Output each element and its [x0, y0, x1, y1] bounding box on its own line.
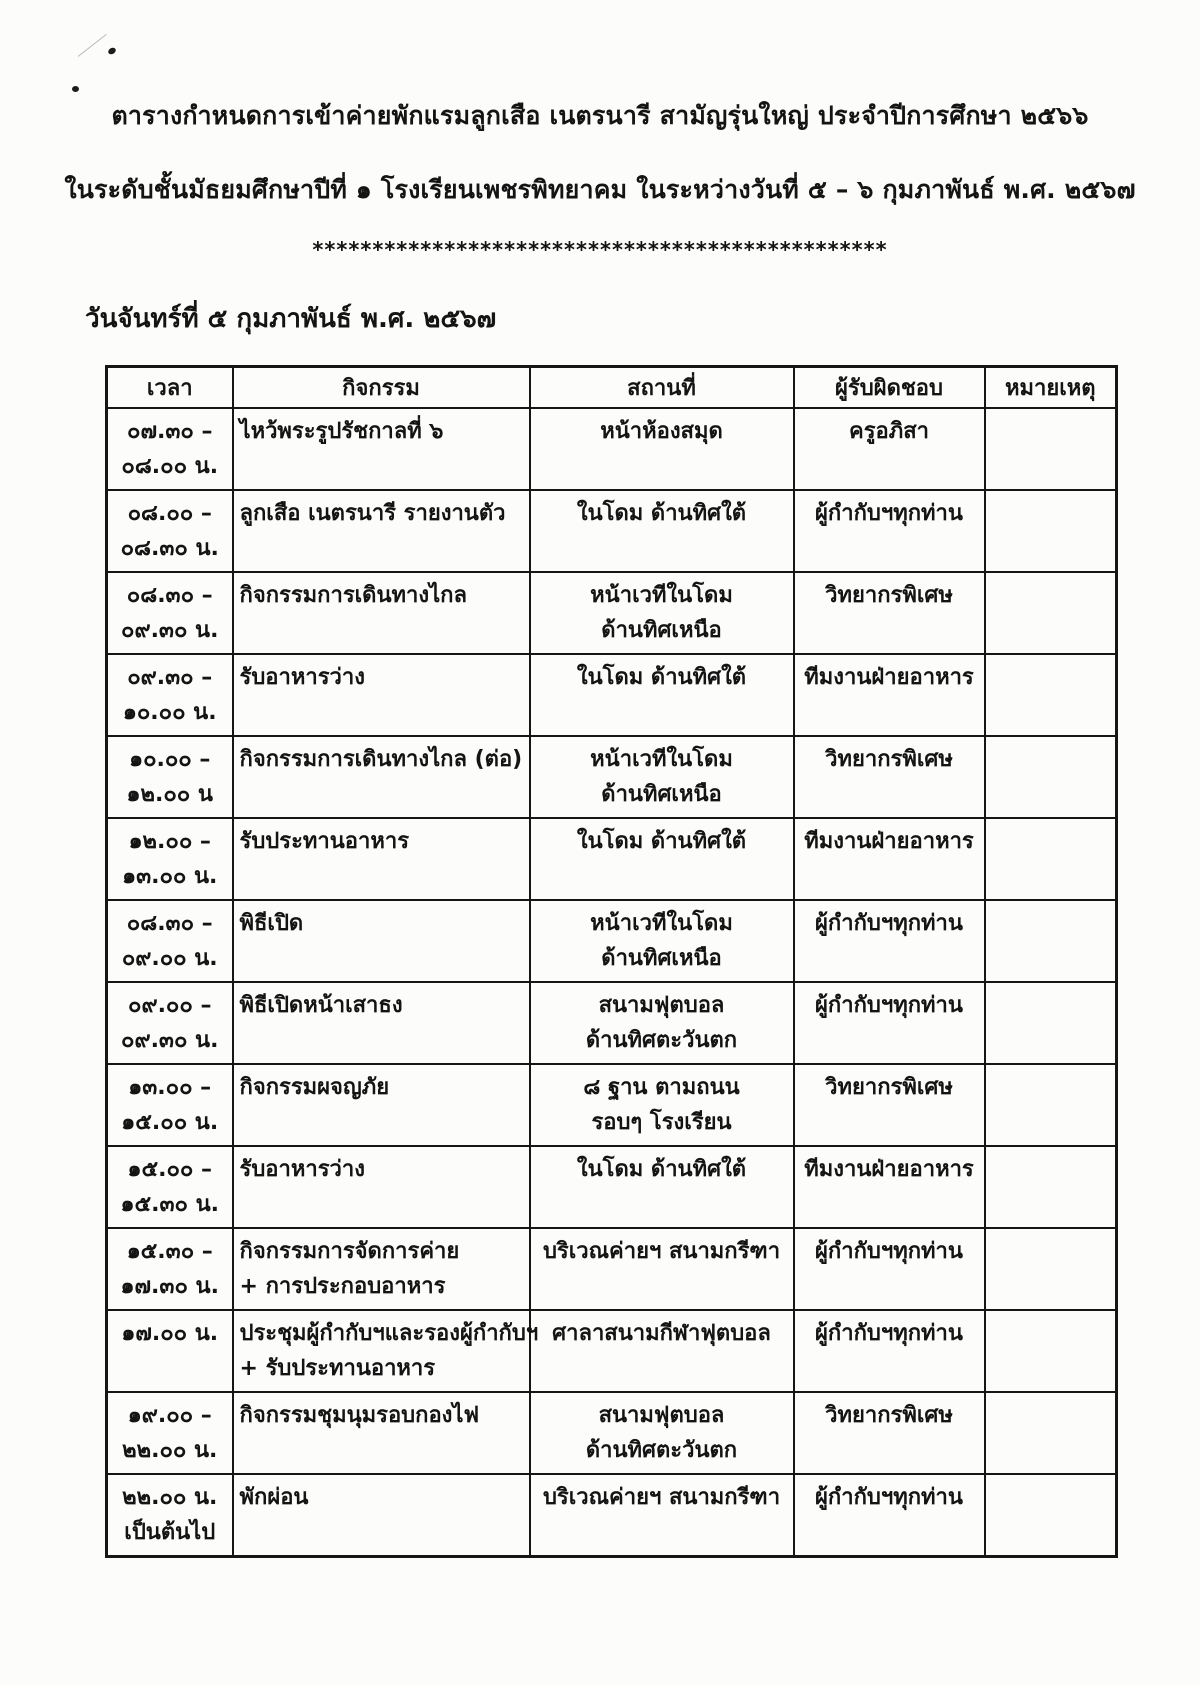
column-header-location: สถานที่: [530, 367, 794, 409]
cell-line: ๑๓.๐๐ น.: [122, 864, 218, 889]
cell-line: ในโดม ด้านทิศใต้: [576, 1157, 747, 1182]
cell-activity: [233, 900, 530, 982]
cell-line: กิจกรรมผจญภัย: [239, 1075, 390, 1100]
cell-line: ลูกเสือ เนตรนารี รายงานตัว: [239, 501, 506, 526]
cell-responsible: [794, 572, 985, 654]
cell-line: ๑๕.๐๐ น.: [121, 1110, 219, 1135]
document-title-line2: ในระดับชั้นมัธยมศึกษาปีที่ ๑ โรงเรียนเพชรพิทยาคม ในระหว่างวันที่ ๕ – ๖ กุมภาพันธ์ พ.ศ. ๒๕๖๗: [64, 175, 1136, 204]
cell-time: [107, 1392, 233, 1474]
cell-line: ๑๐.๐๐ น.: [122, 700, 217, 725]
cell-note: [985, 1064, 1117, 1146]
table-header-row: [107, 367, 1117, 409]
table-row: [107, 408, 1117, 490]
cell-line: ๐๘.๐๐ น.: [121, 454, 219, 479]
cell-line: ๑๐.๐๐ –: [129, 747, 211, 772]
document-title-line1: ตารางกำหนดการเข้าค่ายพักแรมลูกเสือ เนตรนารี สามัญรุ่นใหญ่ ประจำปีการศึกษา ๒๕๖๖: [111, 101, 1089, 130]
cell-line: รับอาหารว่าง: [239, 1157, 365, 1182]
cell-line: รับอาหารว่าง: [239, 665, 365, 690]
cell-line: เป็นต้นไป: [124, 1520, 216, 1545]
cell-line: กิจกรรมการเดินทางไกล: [239, 583, 467, 608]
cell-location: [530, 982, 794, 1064]
cell-location: [530, 1064, 794, 1146]
cell-line: ผู้กำกับฯทุกท่าน: [815, 911, 963, 936]
cell-line: ในโดม ด้านทิศใต้: [576, 665, 747, 690]
cell-responsible: [794, 736, 985, 818]
cell-time: [107, 490, 233, 572]
cell-line: ๐๙.๐๐ –: [128, 993, 212, 1018]
cell-responsible: [794, 1474, 985, 1557]
cell-time: [107, 1228, 233, 1310]
cell-note: [985, 1146, 1117, 1228]
cell-note: [985, 900, 1117, 982]
cell-location: [530, 900, 794, 982]
cell-line: ด้านทิศตะวันตก: [585, 1028, 738, 1053]
table-row: [107, 572, 1117, 654]
cell-line: ๑๕.๓๐ น.: [120, 1192, 219, 1217]
cell-location: [530, 654, 794, 736]
cell-line: ๑๗.๓๐ น.: [120, 1274, 219, 1299]
cell-line: ๑๓.๐๐ –: [128, 1075, 212, 1100]
table-row: [107, 1474, 1117, 1557]
table-row: [107, 1392, 1117, 1474]
cell-activity: [233, 1474, 530, 1557]
cell-note: [985, 572, 1117, 654]
cell-line: หน้าเวทีในโดม: [590, 911, 733, 936]
cell-line: ๐๙.๓๐ น.: [121, 1028, 219, 1053]
cell-line: ผู้กำกับฯทุกท่าน: [815, 1239, 963, 1264]
cell-responsible: [794, 1146, 985, 1228]
cell-activity: [233, 1228, 530, 1310]
cell-line: ๑๕.๓๐ –: [126, 1239, 213, 1264]
cell-responsible: [794, 1392, 985, 1474]
cell-responsible: [794, 1228, 985, 1310]
cell-line: ๐๘.๐๐ –: [127, 501, 212, 526]
cell-responsible: [794, 408, 985, 490]
cell-note: [985, 408, 1117, 490]
cell-location: [530, 490, 794, 572]
cell-time: [107, 1064, 233, 1146]
column-header-responsible: ผู้รับผิดชอบ: [794, 367, 985, 409]
table-row: [107, 982, 1117, 1064]
cell-line: ด้านทิศเหนือ: [601, 782, 722, 807]
cell-line: หน้าเวทีในโดม: [590, 747, 733, 772]
cell-time: [107, 1474, 233, 1557]
cell-line: ๑๙.๐๐ –: [127, 1403, 212, 1428]
cell-line: กิจกรรมการเดินทางไกล (ต่อ): [239, 747, 523, 772]
day-heading: วันจันทร์ที่ ๕ กุมภาพันธ์ พ.ศ. ๒๕๖๗: [85, 304, 497, 334]
cell-line: ๑๕.๐๐ –: [127, 1157, 212, 1182]
cell-activity: [233, 572, 530, 654]
cell-line: ๐๙.๓๐ น.: [121, 618, 219, 643]
cell-line: ในโดม ด้านทิศใต้: [576, 501, 747, 526]
cell-line: ไหว้พระรูปรัชกาลที่ ๖: [239, 419, 444, 444]
cell-time: [107, 1146, 233, 1228]
cell-line: กิจกรรมการจัดการค่าย: [239, 1239, 460, 1264]
cell-line: กิจกรรมชุมนุมรอบกองไฟ: [239, 1403, 480, 1428]
cell-responsible: [794, 1310, 985, 1392]
cell-line: ๐๘.๓๐ น.: [120, 536, 219, 561]
cell-activity: [233, 1392, 530, 1474]
cell-responsible: [794, 982, 985, 1064]
cell-note: [985, 654, 1117, 736]
cell-line: ๘ ฐาน ตามถนน: [583, 1075, 740, 1100]
cell-line: ๐๙.๐๐ น.: [121, 946, 218, 971]
cell-note: [985, 1392, 1117, 1474]
cell-responsible: [794, 654, 985, 736]
cell-line: ประชุมผู้กำกับฯและรองผู้กำกับฯ: [239, 1321, 539, 1346]
cell-line: สนามฟุตบอล: [598, 1403, 725, 1428]
cell-time: [107, 736, 233, 818]
table-row: [107, 736, 1117, 818]
cell-line: ด้านทิศตะวันตก: [585, 1438, 738, 1463]
cell-line: ในโดม ด้านทิศใต้: [576, 829, 747, 854]
table-row: [107, 1064, 1117, 1146]
table-row: [107, 818, 1117, 900]
table-row: [107, 654, 1117, 736]
column-header-activity: กิจกรรม: [233, 367, 530, 409]
cell-location: [530, 736, 794, 818]
cell-line: ด้านทิศเหนือ: [601, 618, 722, 643]
cell-responsible: [794, 1064, 985, 1146]
column-header-note: หมายเหตุ: [985, 367, 1117, 409]
cell-note: [985, 490, 1117, 572]
cell-line: + รับประทานอาหาร: [239, 1356, 436, 1381]
cell-line: ผู้กำกับฯทุกท่าน: [815, 1485, 963, 1510]
cell-note: [985, 1228, 1117, 1310]
cell-line: ศาลาสนามกีฬาฟุตบอล: [552, 1321, 771, 1346]
cell-activity: [233, 1146, 530, 1228]
ink-smudge-dot: [72, 86, 79, 92]
cell-note: [985, 1310, 1117, 1392]
cell-responsible: [794, 490, 985, 572]
cell-line: ผู้กำกับฯทุกท่าน: [815, 1321, 963, 1346]
cell-line: พิธีเปิด: [239, 911, 304, 936]
cell-note: [985, 818, 1117, 900]
cell-activity: [233, 1064, 530, 1146]
table-row: [107, 1310, 1117, 1392]
column-header-time: เวลา: [107, 367, 233, 409]
cell-line: วิทยากรพิเศษ: [825, 1403, 953, 1428]
cell-line: ๐๙.๓๐ –: [127, 665, 213, 690]
table-row: [107, 1228, 1117, 1310]
cell-line: + การประกอบอาหาร: [239, 1274, 446, 1299]
cell-line: วิทยากรพิเศษ: [825, 747, 953, 772]
cell-line: ๑๒.๐๐ –: [128, 829, 211, 854]
cell-line: ครูอภิสา: [848, 419, 930, 444]
table-row: [107, 900, 1117, 982]
cell-location: [530, 1474, 794, 1557]
cell-activity: [233, 490, 530, 572]
schedule-table: [105, 365, 1118, 1558]
cell-activity: [233, 818, 530, 900]
document-title-block: [0, 0, 1200, 262]
cell-line: ๑๒.๐๐ น: [126, 782, 213, 807]
table-row: [107, 1146, 1117, 1228]
cell-line: วิทยากรพิเศษ: [825, 583, 953, 608]
cell-line: ด้านทิศเหนือ: [601, 946, 722, 971]
cell-location: [530, 1146, 794, 1228]
cell-responsible: [794, 818, 985, 900]
cell-line: วิทยากรพิเศษ: [825, 1075, 953, 1100]
cell-activity: [233, 982, 530, 1064]
cell-note: [985, 736, 1117, 818]
cell-location: [530, 572, 794, 654]
cell-line: ทีมงานฝ่ายอาหาร: [804, 829, 974, 854]
cell-line: ๒๒.๐๐ น.: [122, 1438, 218, 1463]
cell-time: [107, 982, 233, 1064]
cell-time: [107, 1310, 233, 1392]
cell-time: [107, 572, 233, 654]
cell-location: [530, 1228, 794, 1310]
cell-activity: [233, 408, 530, 490]
cell-line: บริเวณค่ายฯ สนามกรีฑา: [542, 1239, 781, 1264]
cell-location: [530, 1310, 794, 1392]
cell-line: ผู้กำกับฯทุกท่าน: [815, 993, 963, 1018]
cell-line: หน้าเวทีในโดม: [590, 583, 733, 608]
cell-location: [530, 818, 794, 900]
cell-activity: [233, 736, 530, 818]
cell-line: ๐๘.๓๐ –: [126, 583, 213, 608]
cell-line: บริเวณค่ายฯ สนามกรีฑา: [542, 1485, 781, 1510]
asterisk-separator: ************************************************: [312, 238, 888, 262]
cell-line: หน้าห้องสมุด: [600, 419, 723, 444]
cell-time: [107, 654, 233, 736]
cell-line: ๒๒.๐๐ น.: [122, 1485, 218, 1510]
table-row: [107, 490, 1117, 572]
cell-line: ๑๗.๐๐ น.: [121, 1321, 219, 1346]
cell-line: ทีมงานฝ่ายอาหาร: [804, 1157, 974, 1182]
cell-location: [530, 1392, 794, 1474]
table-body: [107, 408, 1117, 1557]
cell-activity: [233, 654, 530, 736]
cell-responsible: [794, 900, 985, 982]
cell-line: ผู้กำกับฯทุกท่าน: [815, 501, 963, 526]
cell-time: [107, 900, 233, 982]
cell-time: [107, 818, 233, 900]
cell-line: ๐๗.๓๐ –: [127, 419, 213, 444]
cell-activity: [233, 1310, 539, 1392]
cell-time: [107, 408, 233, 490]
cell-line: พักผ่อน: [239, 1485, 309, 1510]
cell-note: [985, 1474, 1117, 1557]
cell-note: [985, 982, 1117, 1064]
cell-location: [530, 408, 794, 490]
cell-line: ทีมงานฝ่ายอาหาร: [804, 665, 974, 690]
cell-line: รอบๆ โรงเรียน: [591, 1110, 732, 1135]
cell-line: ๐๘.๓๐ –: [126, 911, 213, 936]
cell-line: สนามฟุตบอล: [598, 993, 725, 1018]
cell-line: พิธีเปิดหน้าเสาธง: [239, 993, 403, 1018]
cell-line: รับประทานอาหาร: [239, 829, 410, 854]
